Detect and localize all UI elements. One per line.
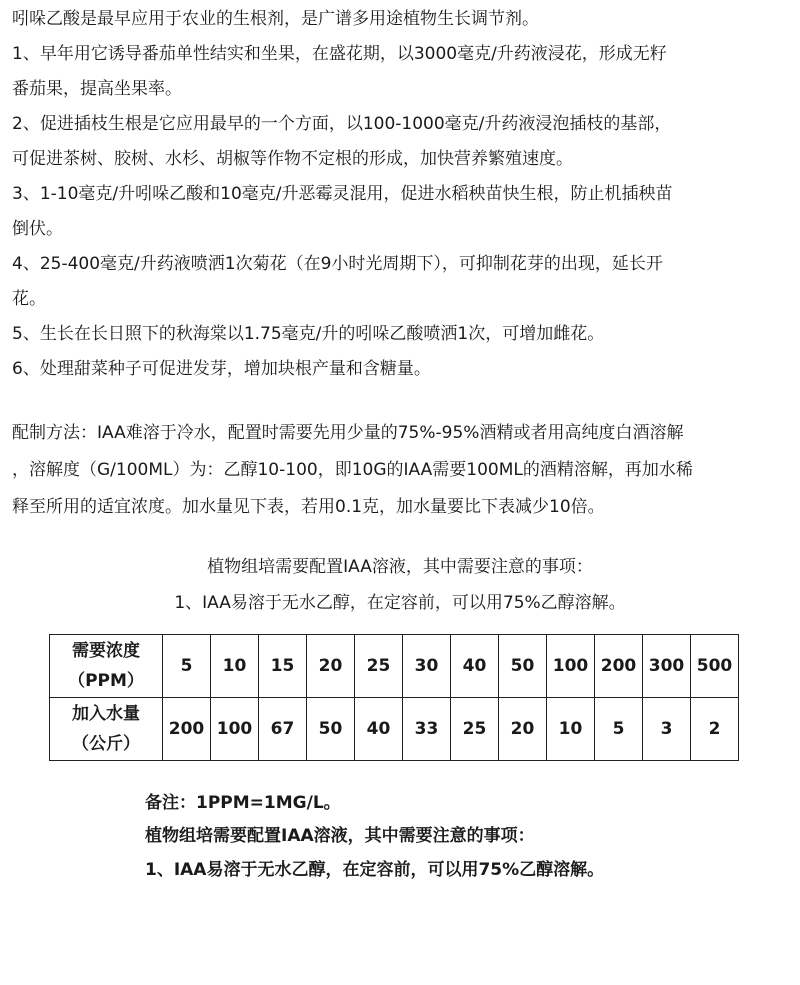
intro-section [12, 2, 792, 387]
table-cell: 10 [211, 635, 259, 698]
table-cell: 33 [403, 698, 451, 761]
table-cell: 20 [307, 635, 355, 698]
method-section [12, 415, 792, 526]
intro-line: 4、25-400毫克/升药液喷洒1次菊花（在9小时光周期下），可抑制花芽的出现，延长开 [12, 254, 663, 274]
notice-item: 1、IAA易溶于无水乙醇，在定容前，可以用75%乙醇溶解。 [174, 593, 626, 613]
intro-line: 3、1-10毫克/升吲哚乙酸和10毫克/升恶霉灵混用，促进水稻秧苗快生根，防止机插秧苗 [12, 184, 673, 204]
intro-line: 番茄果，提高坐果率。 [12, 79, 182, 99]
notice-title: 植物组培需要配置IAA溶液，其中需要注意的事项： [207, 557, 593, 577]
remark-note: 备注：1PPM=1MG/L。 [145, 793, 341, 813]
table-cell: 40 [355, 698, 403, 761]
table-cell: 200 [163, 698, 211, 761]
table-row-water [50, 698, 739, 761]
intro-line: 吲哚乙酸是最早应用于农业的生根剂，是广谱多用途植物生长调节剂。 [12, 9, 539, 29]
table-cell: 20 [499, 698, 547, 761]
intro-line: 倒伏。 [12, 219, 63, 239]
table-cell: 25 [451, 698, 499, 761]
concentration-table [49, 634, 739, 761]
table-cell: 50 [499, 635, 547, 698]
intro-line: 5、生长在长日照下的秋海棠以1.75毫克/升的吲哚乙酸喷洒1次，可增加雌花。 [12, 324, 605, 344]
intro-line: 可促进茶树、胶树、水杉、胡椒等作物不定根的形成，加快营养繁殖速度。 [12, 149, 573, 169]
table-row-concentration [50, 635, 739, 698]
table-cell: 500 [691, 635, 739, 698]
method-line: ，溶解度（G/100ML）为：乙醇10-100，即10G的IAA需要100ML的酒精溶解，再加水稀 [12, 460, 693, 480]
table-cell: 40 [451, 635, 499, 698]
table-cell: 10 [547, 698, 595, 761]
table-cell: 5 [163, 635, 211, 698]
method-line: 释至所用的适宜浓度。加水量见下表，若用0.1克，加水量要比下表减少10倍。 [12, 497, 605, 517]
table-cell: 5 [595, 698, 643, 761]
table-cell: 300 [643, 635, 691, 698]
table-cell: 3 [643, 698, 691, 761]
intro-line: 2、促进插枝生根是它应用最早的一个方面，以100-1000毫克/升药液浸泡插枝的基部， [12, 114, 672, 134]
intro-line: 花。 [12, 289, 46, 309]
table-cell: 15 [259, 635, 307, 698]
remark-title: 植物组培需要配置IAA溶液，其中需要注意的事项： [145, 826, 535, 846]
table-cell: 25 [355, 635, 403, 698]
table-cell: 100 [547, 635, 595, 698]
table-cell: 67 [259, 698, 307, 761]
table-cell: 200 [595, 635, 643, 698]
table-cell: 2 [691, 698, 739, 761]
row-label-concentration: 需要浓度 （PPM） [50, 635, 163, 698]
table-cell: 30 [403, 635, 451, 698]
remark-item: 1、IAA易溶于无水乙醇，在定容前，可以用75%乙醇溶解。 [145, 860, 605, 880]
table-cell: 50 [307, 698, 355, 761]
row-label-water: 加入水量 （公斤） [50, 698, 163, 761]
intro-line: 6、处理甜菜种子可促进发芽，增加块根产量和含糖量。 [12, 359, 431, 379]
method-line: 配制方法：IAA难溶于冷水，配置时需要先用少量的75%-95%酒精或者用高纯度白酒溶解 [12, 423, 684, 443]
table-cell: 100 [211, 698, 259, 761]
intro-line: 1、早年用它诱导番茄单性结实和坐果，在盛花期，以3000毫克/升药液浸花，形成无籽 [12, 44, 667, 64]
